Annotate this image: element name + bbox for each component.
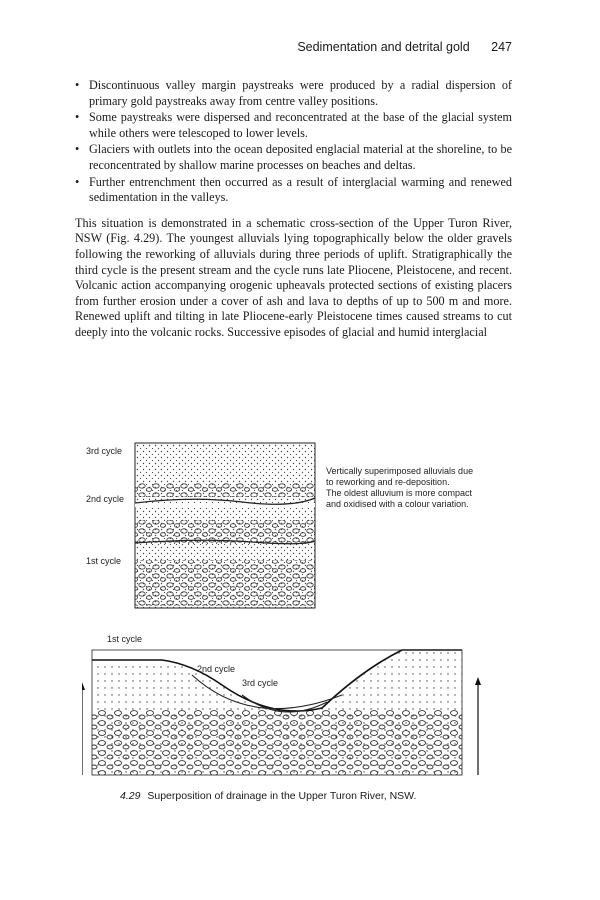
header-title: Sedimentation and detrital gold [297,40,470,54]
label-3rd-cycle: 3rd cycle [86,446,123,456]
body-text [75,78,512,341]
running-header [70,40,512,54]
annotation-line: to reworking and re-deposition. [326,477,450,487]
bullet-icon: • [75,174,80,189]
paragraph: This situation is demonstrated in a schematic cross-section of the Upper Turon River, NSW (Fig. 4.29). The youngest alluvials lying topographically below the older gravels following the reworking of alluvials during three periods of uplift. Stratigraphically the third cycle is the present stream and the cycle runs late Pliocene, Pleistocene, and recent. Volcanic action accompanying orogenic upheavals protected sections of existing placers from further erosion under a cover of ash and lava to depths of up to 500 m and more. Renewed uplift and tilting in late Pliocene-early Pleistocene times caused streams to cut deeply into the volcanic rocks. Successive episodes of glacial and humid interglacial [75,215,512,339]
gravel-band-3 [135,483,315,497]
valley-cross-section-figure [82,630,482,785]
figure-caption [120,790,520,802]
label-2nd-cycle: 2nd cycle [86,494,125,504]
bullet-icon: • [75,142,80,157]
bullet-item: • Some paystreaks were dispersed and reconcentrated at the base of the glacial system while others were telescoped to lower levels. [75,110,512,140]
arrow-head-icon [475,677,481,685]
caption-text: Superposition of drainage in the Upper Turon River, NSW. [147,790,417,802]
basal-gravel [92,710,462,775]
annotation-line: The oldest alluvium is more compact [326,488,473,498]
bullet-icon: • [75,110,80,125]
label-3rd-cycle: 3rd cycle [242,678,279,688]
bullet-list [75,78,512,206]
bullet-icon: • [75,78,80,92]
bullet-item: • Discontinuous valley margin paystreaks were produced by a radial dispersion of primary gold paystreaks away from centre valley positions. [75,78,512,108]
label-1st-cycle: 1st cycle [86,556,122,566]
bullet-item: • Further entrenchment then occurred as a result of interglacial warming and renewed sedimentation in the valleys. [75,174,512,205]
stratigraphic-column-figure [82,438,512,613]
page-number: 247 [491,40,512,54]
label-2nd-cycle: 2nd cycle [197,664,236,674]
annotation-line: and oxidised with a colour variation. [326,499,469,509]
bullet-item: • Glaciers with outlets into the ocean deposited englacial material at the shoreline, to be reconcentrated by shallow marine processes on beaches and deltas. [75,142,512,172]
gravel-band-1 [135,560,315,606]
label-1st-cycle: 1st cycle [107,634,143,644]
annotation-line: Vertically superimposed alluvials due [326,466,474,476]
arrow-head-icon [82,682,85,690]
caption-number: 4.29 [120,790,141,802]
